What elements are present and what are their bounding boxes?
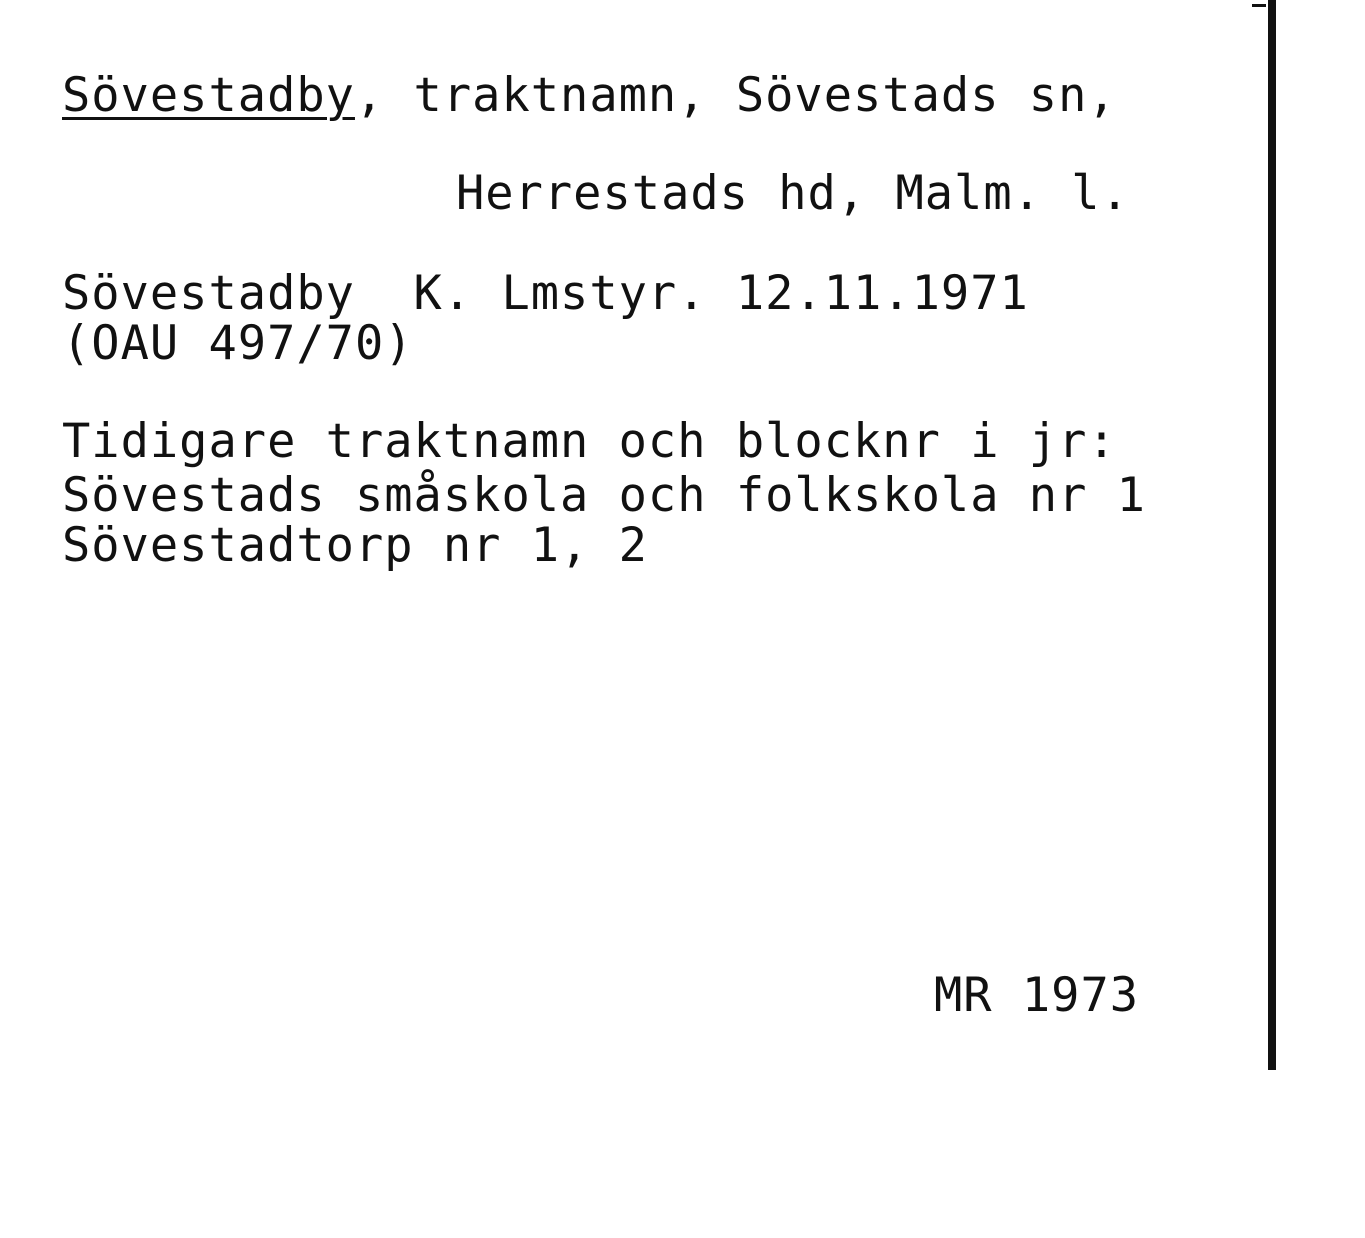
earlier-name-1: Sövestads småskola och folkskola nr 1 — [62, 468, 1146, 523]
earlier-name-2: Sövestadtorp nr 1, 2 — [62, 518, 648, 573]
card-edge-line — [1268, 0, 1276, 1070]
heading-line — [62, 68, 1117, 123]
decision-line: Sövestadby K. Lmstyr. 12.11.1971 — [62, 266, 1029, 321]
card-edge-tick — [1252, 4, 1266, 7]
earlier-heading: Tidigare traktnamn och blocknr i jr: — [62, 414, 1117, 469]
location-line: Herrestads hd, Malm. l. — [456, 166, 1130, 221]
reference-line: (OAU 497/70) — [62, 316, 414, 371]
signature: MR 1973 — [934, 968, 1140, 1023]
place-name: Sövestadby — [62, 68, 355, 123]
heading-rest: , traktnamn, Sövestads sn, — [354, 68, 1117, 123]
